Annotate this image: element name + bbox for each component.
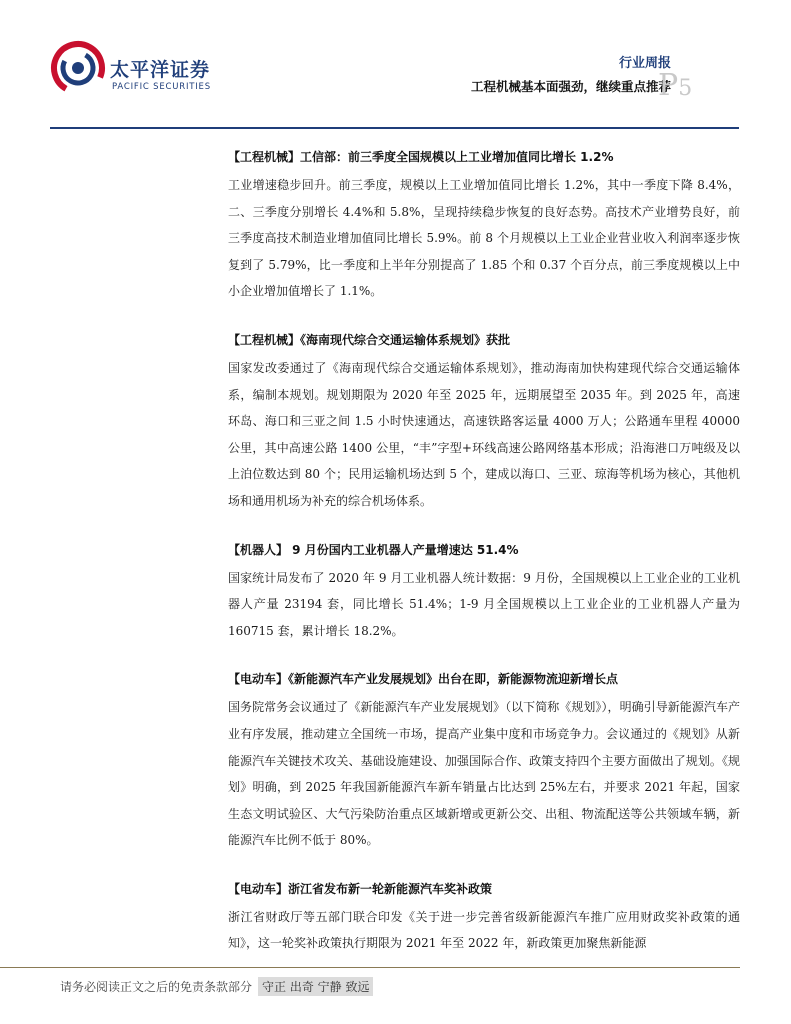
- section-body: 工业增速稳步回升。前三季度，规模以上工业增加值同比增长 1.2%，其中一季度下降 8.4%，二、三季度分别增长 4.4%和 5.8%，呈现持续稳步恢复的良好态势。高技术产业增势良好，前三季度高技术制造业增加值同比增长 5.9%。前 8 个月规模以上工业企业营业收入利润率逐步恢复到了 5.79%，比一季度和上半年分别提高了 1.85 个和 0.37 个百分点，前三季度规模以上中小企业增加值增长了 1.1%。: [228, 178, 740, 299]
- page-number: [658, 68, 692, 103]
- section-title: 【机器人】 9 月份国内工业机器人产量增速达 51.4%: [228, 542, 519, 557]
- section-title: 【工程机械】工信部：前三季度全国规模以上工业增加值同比增长 1.2%: [228, 150, 614, 164]
- disclaimer-note: 请务必阅读正文之后的免责条款部分: [60, 980, 253, 994]
- page-footer: [60, 977, 373, 996]
- section-title: 【工程机械】《海南现代综合交通运输体系规划》获批: [228, 332, 511, 347]
- report-title: 工程机械基本面强劲，继续重点推荐: [470, 79, 671, 94]
- news-section: [228, 539, 740, 645]
- news-section: [228, 668, 740, 854]
- company-motto: 守正 出奇 宁静 致远: [258, 977, 373, 996]
- news-section: [228, 146, 740, 305]
- page-header: [0, 0, 791, 130]
- section-body: 国务院常务会议通过了《新能源汽车产业发展规划》（以下简称《规划》），明确引导新能源汽车产业有序发展，推动建立全国统一市场，提高产业集中度和市场竞争力。会议通过的《规划》从新能源汽车关键技术攻关、基础设施建设、加强国际合作、政策支持四个主要方面做出了规划。《规划》明确，到 2025 年我国新能源汽车新车销量占比达到 25%左右，并要求 2021 年起，国家生态文明试验区、大气污染防治重点区域新增或更新公交、出租、物流配送等公共领域车辆，新能源汽车比例不低于 80%。: [228, 700, 740, 848]
- section-body: 浙江省财政厅等五部门联合印发《关于进一步完善省级新能源汽车推广应用财政奖补政策的通知》，这一轮奖补政策执行期限为 2021 年至 2022 年，新政策更加聚焦新能源: [228, 909, 740, 951]
- footer-divider: [0, 967, 740, 968]
- main-content: [228, 146, 740, 981]
- news-section: [228, 878, 740, 957]
- section-body: 国家发改委通过了《海南现代综合交通运输体系规划》，推动海南加快构建现代综合交通运输体系，编制本规划。规划期限为 2020 年至 2025 年，远期展望至 2035 年。到 2025 年，高速环岛、海口和三亚之间 1.5 小时快速通达，高速铁路客运量 4000 万人；公路通车里程 40000 公里，其中高速公路 1400 公里，“丰”字型+环线高速公路网络基本形成；沿海港口万吨级及以上泊位数达到 80 个；民用运输机场达到 5 个，建成以海口、三亚、琼海等机场为核心，其他机场和通用机场为补充的综合机场体系。: [228, 360, 740, 508]
- section-body: 国家统计局发布了 2020 年 9 月工业机器人统计数据：9 月份，全国规模以上工业企业的工业机器人产量 23194 套，同比增长 51.4%；1-9 月全国规模以上工业企业的工业机器人产量为 160715 套，累计增长 18.2%。: [228, 570, 740, 638]
- logo-english-name: PACIFIC SECURITIES: [112, 82, 211, 92]
- logo-chinese-name: 太平洋证券: [110, 59, 211, 81]
- page-digit: 5: [678, 76, 693, 101]
- report-type: 行业周报: [618, 56, 671, 71]
- section-title: 【电动车】《新能源汽车产业发展规划》出台在即，新能源物流迎新增长点: [228, 672, 619, 687]
- page-letter: P: [658, 68, 679, 103]
- header-divider: [50, 127, 739, 129]
- section-title: 【电动车】浙江省发布新一轮新能源汽车奖补政策: [228, 881, 493, 896]
- news-section: [228, 329, 740, 515]
- pacific-securities-logo-icon: [50, 40, 106, 96]
